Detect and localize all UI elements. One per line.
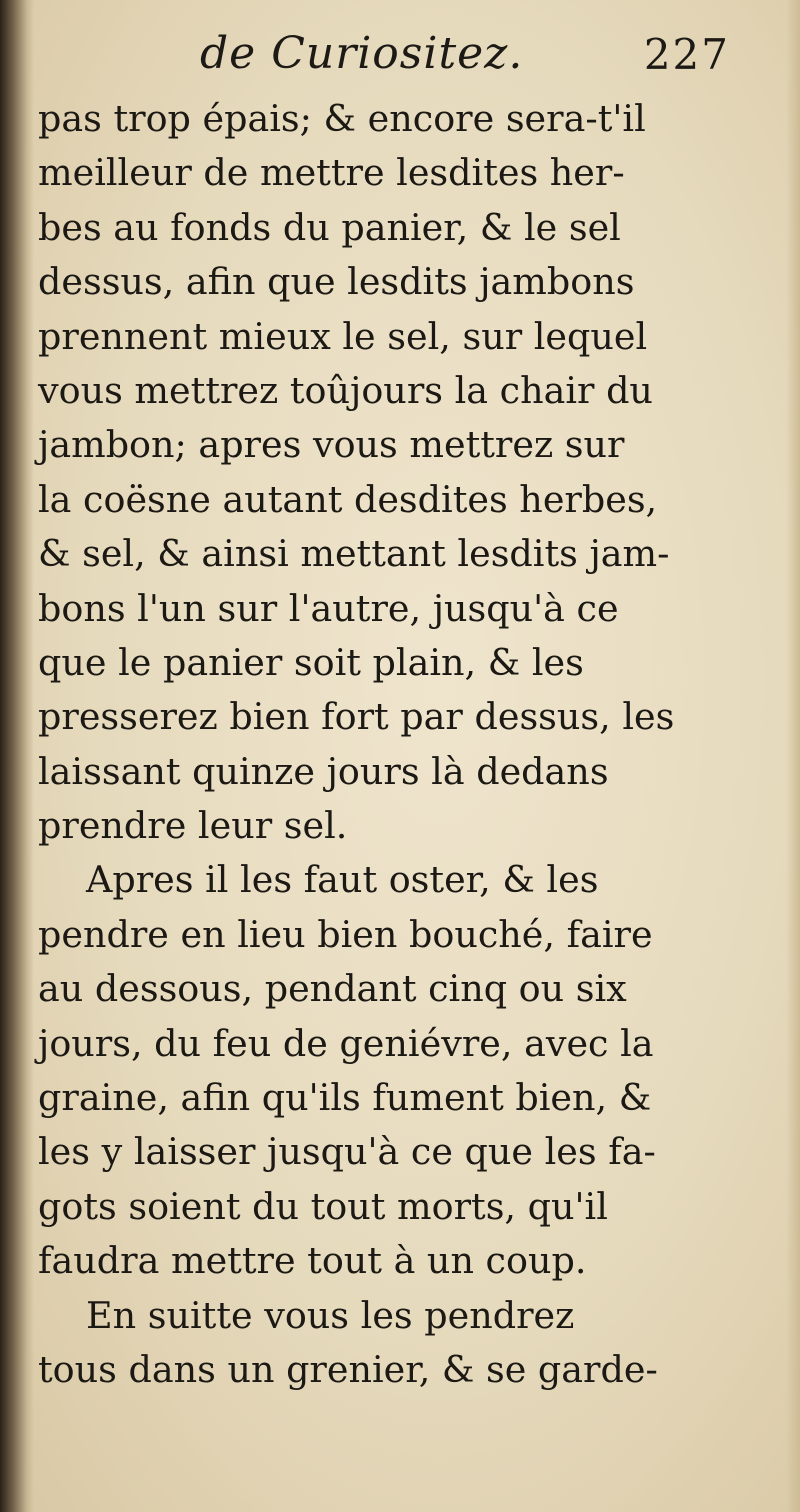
text-line: prendre leur sel. (38, 804, 348, 848)
paragraph-start-line: En suitte vous les pendrez (86, 1293, 575, 1337)
text-line: bes au fonds du panier, & le sel (38, 205, 621, 249)
text-line: la coësne autant desdites herbes, (38, 477, 658, 521)
running-head-title: de Curiositez. (200, 28, 524, 79)
gutter-shadow (0, 0, 34, 1512)
text-line: tous dans un grenier, & se garde- (38, 1347, 658, 1391)
text-line: pendre en lieu bien bouché, faire (38, 912, 653, 956)
text-line: pas trop épais; & encore sera-t'il (38, 97, 646, 140)
page-edge (786, 0, 800, 1512)
text-line: vous mettrez toûjours la chair du (38, 368, 653, 412)
text-line: au dessous, pendant cinq ou six (38, 967, 627, 1011)
paragraph-start-line: Apres il les faut oster, & les (86, 858, 599, 902)
text-line: jambon; apres vous mettrez sur (38, 423, 625, 467)
text-line: que le panier soit plain, & les (38, 640, 584, 684)
text-line: jours, du feu de geniévre, avec la (38, 1021, 654, 1065)
text-line: graine, afin qu'ils fument bien, & (38, 1076, 652, 1120)
text-line: & sel, & ainsi mettant lesdits jam- (38, 532, 670, 576)
text-line: laissant quinze jours là dedans (38, 749, 609, 793)
text-line: faudra mettre tout à un coup. (38, 1239, 587, 1283)
text-line: presserez bien fort par dessus, les (38, 695, 675, 739)
text-line: dessus, afin que lesdits jambons (38, 260, 635, 304)
running-head (40, 28, 730, 98)
body-text (38, 92, 728, 1397)
text-line: les y laisser jusqu'à ce que les fa- (38, 1130, 656, 1174)
text-line: gots soient du tout morts, qu'il (38, 1184, 608, 1228)
text-line: bons l'un sur l'autre, jusqu'à ce (38, 586, 619, 630)
text-line: prennent mieux le sel, sur lequel (38, 314, 648, 358)
page-number: 227 (643, 30, 730, 79)
text-line: meilleur de mettre lesdites her- (38, 151, 625, 195)
